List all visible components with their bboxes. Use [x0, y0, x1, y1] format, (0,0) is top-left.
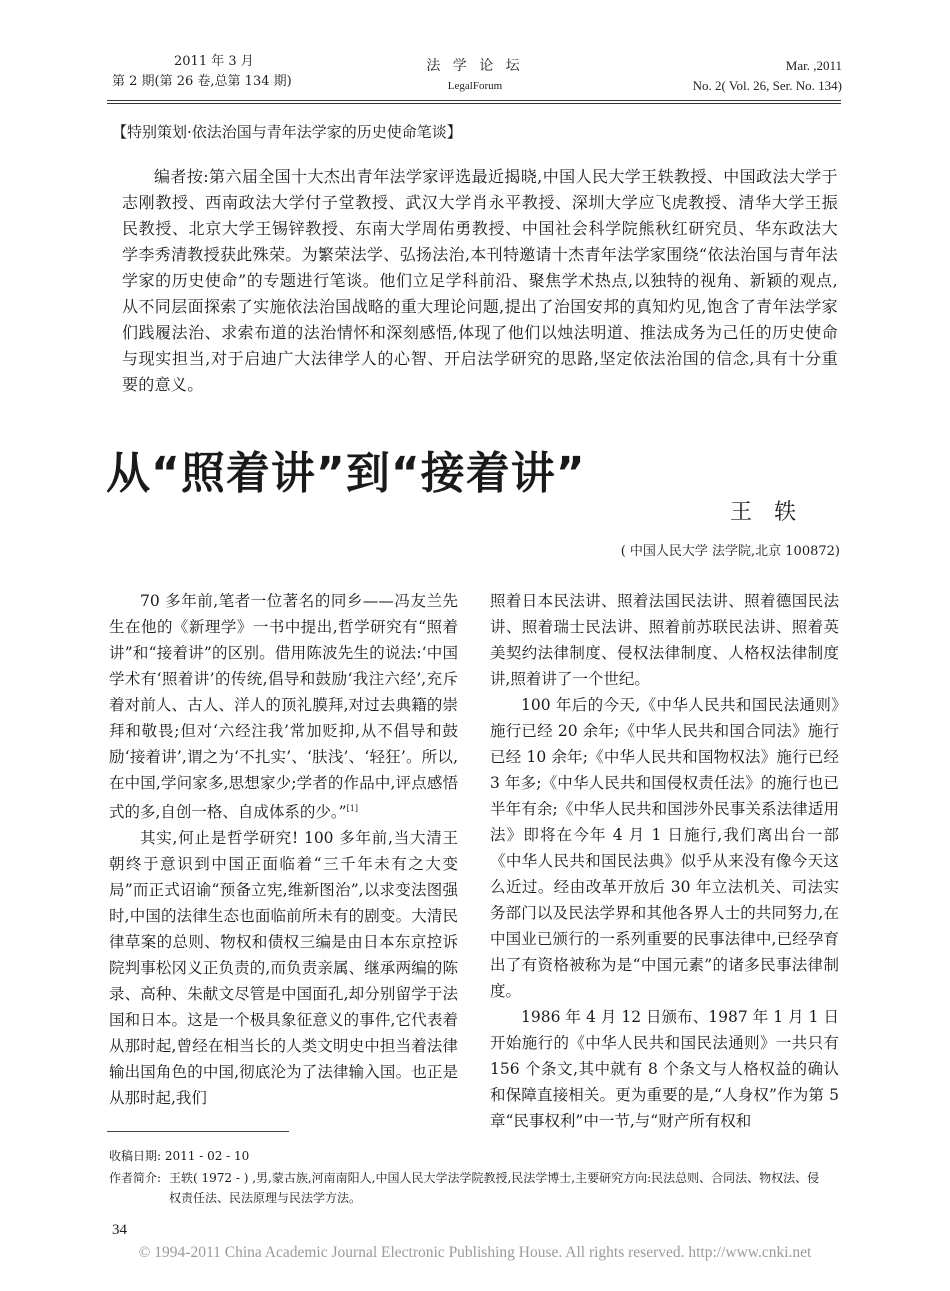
header-right	[693, 56, 842, 96]
article-author: 王轶	[730, 500, 819, 525]
issue-number-en: No. 2( Vol. 26, Ser. No. 134)	[692, 78, 842, 93]
page-number: 34	[112, 1222, 127, 1238]
article-title: 从“照着讲”到“接着讲”	[106, 448, 586, 499]
author-affiliation: ( 中国人民大学 法学院,北京 100872)	[620, 544, 840, 559]
paragraph: 其实,何止是哲学研究! 100 多年前,当大清王朝终于意识到中国正面临着“三千年未有之大变局”而正式诏谕“预备立宪,维新图治”,以求变法图强时,中国的法律生态也面临前所未有的剧变。大清民律草案的总则、物权和债权三编是由日本东京控诉院判事松冈义正负责的,而负责亲属、继承两编的陈录、高种、朱献文尽管是中国面孔,却分别留学于法国和日本。这是一个极具象征意义的事件,它代表着从那时起,曾经在相当长的人类文明史中担当着法律输出国角色的中国,彻底沦为了法律输入国。也正是从那时起,我们	[109, 829, 458, 1108]
author-bio-label: 作者简介:	[109, 1171, 162, 1185]
paragraph: 1986 年 4 月 12 日颁布、1987 年 1 月 1 日开始施行的《中华人民共和国民法通则》一共只有 156 个条文,其中就有 8 个条文与人格权益的确认和保障直接相关。更为重要的是,“人身权”作为第 5 章“民事权利”中一节,与“财产所有权和	[490, 1008, 839, 1130]
paragraph: 照着日本民法讲、照着法国民法讲、照着德国民法讲、照着瑞士民法讲、照着前苏联民法讲、照着英美契约法律制度、侵权法律制度、人格权法律制度讲,照着讲了一个世纪。	[490, 592, 839, 688]
editor-note: 编者按:第六届全国十大杰出青年法学家评选最近揭晓,中国人民大学王轶教授、中国政法大学于志刚教授、西南政法大学付子堂教授、武汉大学肖永平教授、深圳大学应飞虎教授、清华大学王振民教授、北京大学王锡锌教授、东南大学周佑勇教授、中国社会科学院熊秋红研究员、华东政法大学李秀清教授获此殊荣。为繁荣法学、弘扬法治,本刊特邀请十杰青年法学家围绕“依法治国与青年法学家的历史使命”的专题进行笔谈。他们立足学科前沿、聚焦学术热点,以独特的视角、新颖的观点,从不同层面探索了实施依法治国战略的重大理论问题,提出了治国安邦的真知灼见,饱含了青年法学家们践履法治、求索布道的法治情怀和深刻感悟,体现了他们以烛法明道、推法成务为己任的历史使命与现实担当,对于启迪广大法律学人的心智、开启法学研究的思路,坚定依法治国的信念,具有十分重要的意义。	[122, 167, 838, 394]
author-bio-line2: 权责任法、民法原理与民法学方法。	[169, 1191, 362, 1205]
series-title: 【特别策划·依法治国与青年法学家的历史使命笔谈】	[112, 123, 462, 141]
author-bio-line1: 王轶( 1972 - ) ,男,蒙古族,河南南阳人,中国人民大学法学院教授,民法学博士,主要研究方向:民法总则、合同法、物权法、侵	[169, 1171, 820, 1185]
body-column-left	[109, 588, 458, 1111]
author-bio	[109, 1168, 847, 1208]
citation-marker[interactable]: [1]	[346, 804, 358, 813]
journal-name-cn: 法 学 论 坛	[426, 58, 524, 74]
issue-date: 2011 年 3 月	[174, 54, 254, 69]
received-date: 收稿日期: 2011 - 02 - 10	[109, 1149, 250, 1163]
paragraph: 100 年后的今天,《中华人民共和国民法通则》施行已经 20 余年;《中华人民共和国合同法》施行已经 10 余年;《中华人民共和国物权法》施行已经 3 年多;《中华人民共和国侵权责任法》的施行也已半年有余;《中华人民共和国涉外民事关系法律适用法》即将在今年 4 月 1 日施行,我们离出台一部《中华人民共和国民法典》似乎从来没有像今天这么近过。经由改革开放后 30 年立法机关、司法实务部门以及民法学界和其他各界人士的共同努力,在中国业已颁行的一系列重要的民事法律中,已经孕育出了有资格被称为是“中国元素”的诸多民事法律制度。	[490, 696, 839, 1000]
issue-date-en: Mar. ,2011	[785, 58, 842, 73]
journal-name-en: LegalForum	[447, 80, 503, 92]
header-left	[112, 52, 292, 92]
header-rule-bottom	[107, 103, 841, 104]
issue-number: 第 2 期(第 26 卷,总第 134 期)	[112, 74, 292, 89]
header-center	[380, 56, 570, 96]
copyright-notice: © 1994-2011 China Academic Journal Electronic Publishing House. All rights reserved. http://www.cnki.net	[138, 1244, 812, 1261]
body-column-right	[490, 588, 839, 1134]
paragraph-text: 70 多年前,笔者一位著名的同乡——冯友兰先生在他的《新理学》一书中提出,哲学研究有“照着讲”和“接着讲”的区别。借用陈波先生的说法:‘中国学术有‘照着讲’的传统,倡导和鼓励‘我注六经’,充斥着对前人、古人、洋人的顶礼膜拜,对过去典籍的崇拜和敬畏;但对‘六经注我’常加贬抑,从不倡导和鼓励‘接着讲’,谓之为‘不扎实’、‘肤浅’、‘轻狂’。所以,在中国,学问家多,思想家少;学者的作品中,评点感悟式的多,自创一格、自成体系的少。”	[109, 592, 458, 822]
header-rule-top	[107, 100, 841, 101]
footnote-rule	[107, 1131, 289, 1132]
paragraph	[109, 588, 458, 825]
